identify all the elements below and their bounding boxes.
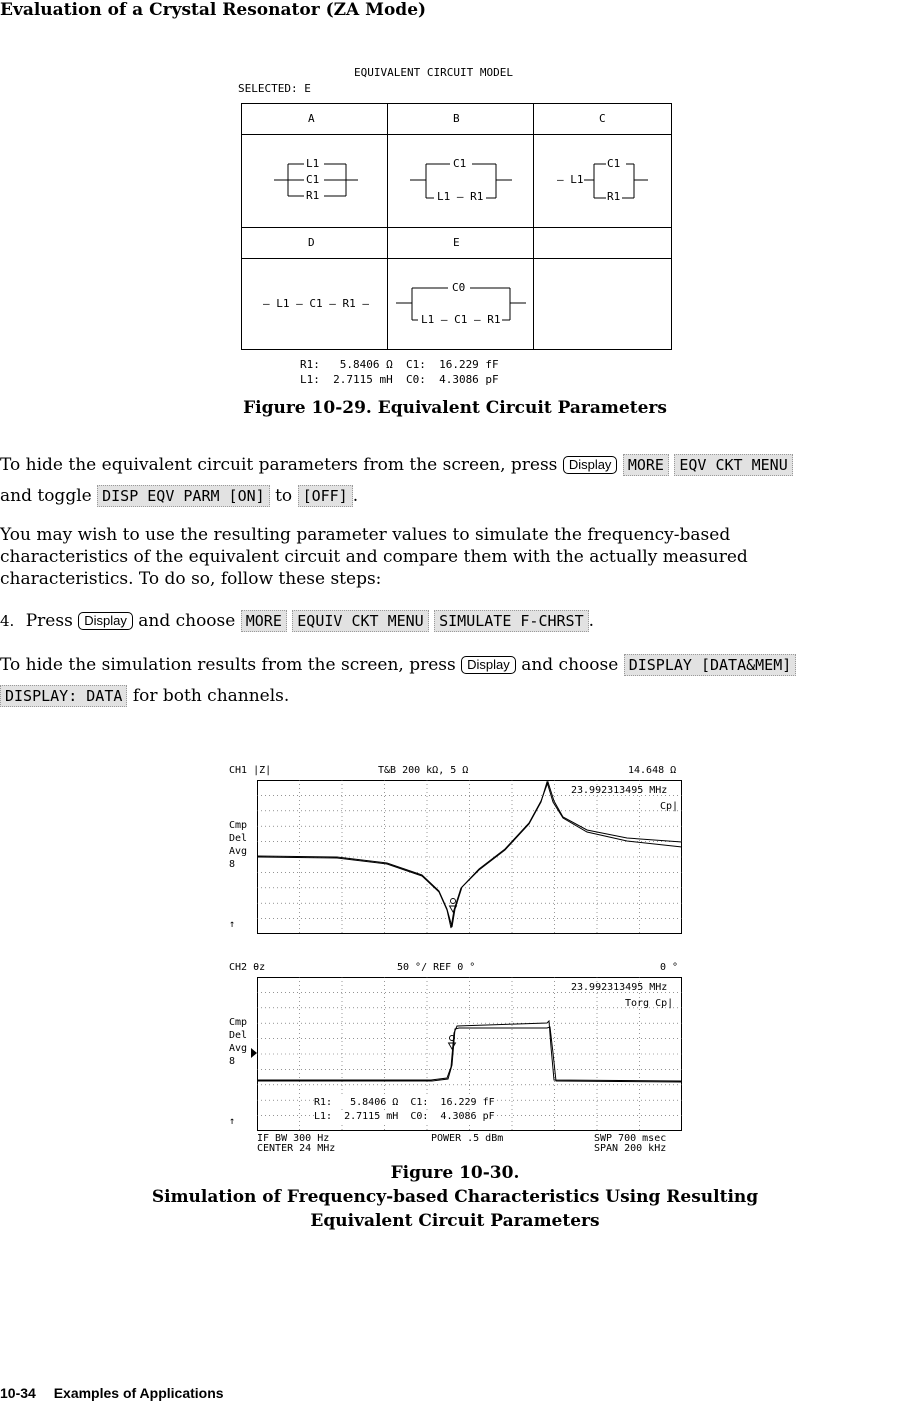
- figure-10-30-caption: Figure 10-30. Simulation of Frequency-based Characteristics Using Resulting Equivalent Circuit Parameters: [151, 1163, 759, 1231]
- circuit-c-c1: C1: [607, 157, 621, 170]
- ch1-marker-freq: 23.992313495 MHz: [571, 785, 668, 796]
- ch1-marker-mode: Cp|: [660, 801, 679, 812]
- display-data-softkey[interactable]: DISPLAY: DATA: [0, 685, 127, 707]
- ch2-marker: [449, 1036, 456, 1050]
- power-label: POWER .5 dBm: [431, 1133, 504, 1144]
- ch1-ref: 14.648 Ω: [628, 765, 677, 776]
- footer-section: Examples of Applications: [53, 1385, 224, 1401]
- ch2-graticule: [257, 977, 683, 1133]
- ch1-label: CH1 |Z|: [229, 765, 272, 776]
- paragraph-simulate-intro: You may wish to use the resulting parameter values to simulate the frequency-based characteristics of the equivalent circuit and compare them with the actually measured characteristics. To do so, follow these steps:: [0, 525, 748, 589]
- circuit-c-r1: R1: [607, 190, 621, 203]
- col-a-label: A: [308, 112, 315, 125]
- ch2-params-line-2: L1: 2.7115 mH C0: 4.3086 pF: [314, 1111, 495, 1122]
- ch1-arrow: ↑: [229, 919, 236, 930]
- step-number: 4.: [0, 612, 15, 630]
- sweep-time-label: SWP 700 msec: [594, 1133, 667, 1144]
- ch2-params-line-1: R1: 5.8406 Ω C1: 16.229 fF: [314, 1097, 495, 1108]
- equiv-ckt-menu-softkey[interactable]: EQUIV CKT MENU: [292, 610, 428, 632]
- eqv-model-title: EQUIVALENT CIRCUIT MODEL: [354, 66, 513, 79]
- ch2-ref: 0 °: [660, 962, 679, 973]
- params-line-1: R1: 5.8406 Ω C1: 16.229 fF: [300, 358, 499, 371]
- disp-eqv-parm-softkey[interactable]: DISP EQV PARM [ON]: [97, 485, 270, 507]
- col-d-label: D: [308, 236, 315, 249]
- col-e-label: E: [453, 236, 460, 249]
- paragraph-hide-simulation: To hide the simulation results from the screen, press Display and choose DISPLAY [DATA&MEM] DISPLAY: DATA for both channels.: [0, 650, 796, 712]
- ch2-ref-pointer-icon: [250, 1047, 258, 1059]
- step-4: 4. Press Display and choose MORE EQUIV CKT MENU SIMULATE F-CHRST .: [0, 611, 595, 631]
- display-key-step[interactable]: Display: [78, 612, 133, 630]
- circuit-a-r1: R1: [306, 189, 320, 202]
- ch1-del: Del: [229, 833, 248, 844]
- circuit-b-c1: C1: [453, 157, 467, 170]
- col-b-label: B: [453, 112, 460, 125]
- circuit-a-c1: C1: [306, 173, 320, 186]
- col-c-label: C: [599, 112, 606, 125]
- more-softkey-step[interactable]: MORE: [241, 610, 287, 632]
- span-label: SPAN 200 kHz: [594, 1143, 667, 1154]
- circuit-a-l1: L1: [306, 157, 320, 170]
- ch1-cmp: Cmp: [229, 820, 248, 831]
- off-softkey[interactable]: [OFF]: [298, 485, 353, 507]
- eqv-ckt-menu-softkey[interactable]: EQV CKT MENU: [674, 454, 792, 476]
- display-data-mem-softkey[interactable]: DISPLAY [DATA&MEM]: [624, 654, 797, 676]
- ch1-scale: T&B 200 kΩ, 5 Ω: [378, 765, 469, 776]
- params-line-2: L1: 2.7115 mH C0: 4.3086 pF: [300, 373, 499, 386]
- figure-10-29-caption: Figure 10-29. Equivalent Circuit Parameters: [243, 398, 667, 418]
- ch2-label: CH2 θz: [229, 962, 266, 973]
- ch2-avg-count: 8: [229, 1056, 236, 1067]
- circuit-b-l1r1: L1 — R1: [437, 190, 484, 203]
- section-title: Evaluation of a Crystal Resonator (ZA Mode): [0, 0, 427, 20]
- ch1-avg: Avg: [229, 846, 248, 857]
- ch2-avg: Avg: [229, 1043, 248, 1054]
- ch2-arrow: ↑: [229, 1116, 236, 1127]
- display-key-hide[interactable]: Display: [461, 656, 516, 674]
- ch2-scale: 50 °/ REF 0 °: [397, 962, 476, 973]
- ch1-graticule: [257, 780, 683, 936]
- display-key[interactable]: Display: [563, 456, 618, 474]
- ch2-marker-freq: 23.992313495 MHz: [571, 982, 668, 993]
- center-freq-label: CENTER 24 MHz: [257, 1143, 336, 1154]
- circuit-d-series: — L1 — C1 — R1 —: [263, 297, 369, 310]
- ch2-marker-mode: Torg Cp|: [625, 998, 674, 1009]
- more-softkey[interactable]: MORE: [623, 454, 669, 476]
- ch1-measured-trace: [257, 782, 682, 928]
- ch2-cmp: Cmp: [229, 1017, 248, 1028]
- simulate-softkey[interactable]: SIMULATE F-CHRST: [434, 610, 589, 632]
- page-number: 10-34: [0, 1385, 36, 1401]
- circuit-e-series: L1 — C1 — R1: [421, 313, 501, 326]
- page-footer: [0, 1385, 224, 1401]
- ch1-simulated-trace: [257, 782, 682, 927]
- ch2-del: Del: [229, 1030, 248, 1041]
- circuit-e-c0: C0: [452, 281, 466, 294]
- if-bw-label: IF BW 300 Hz: [257, 1133, 330, 1144]
- paragraph-hide-params: To hide the equivalent circuit parameters from the screen, press Display MORE EQV CKT MENU and toggle DISP EQV PARM [ON] to [OFF] .: [0, 450, 793, 512]
- circuit-c-l1: — L1: [557, 173, 584, 186]
- ch1-avg-count: 8: [229, 859, 236, 870]
- eqv-selected-label: SELECTED: E: [238, 82, 311, 95]
